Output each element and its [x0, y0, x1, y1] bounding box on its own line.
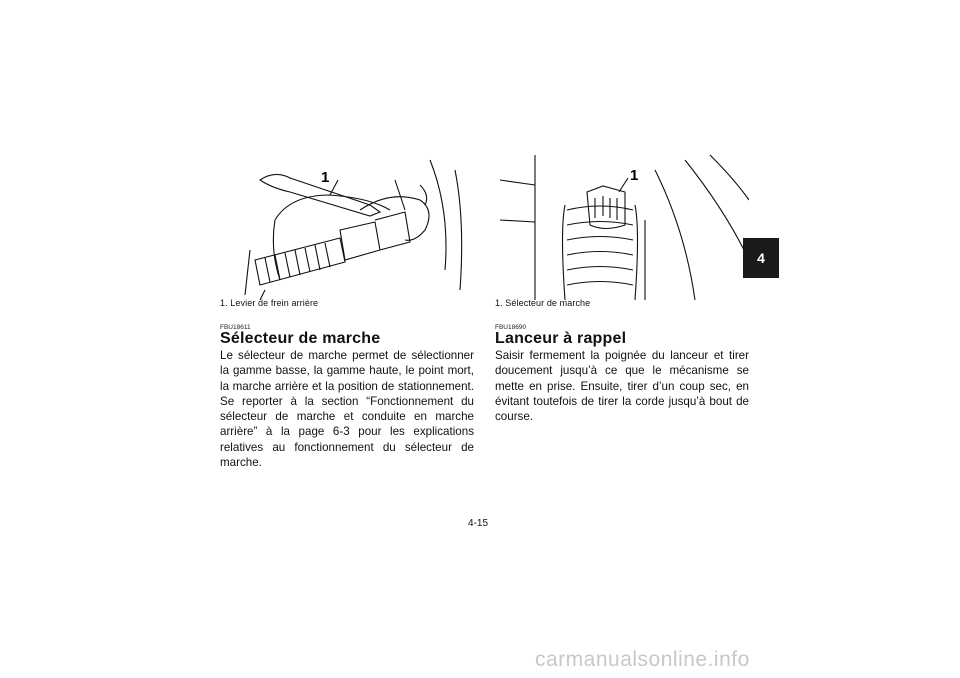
section-code: FBU18611	[220, 324, 251, 331]
section-heading: Sélecteur de marche	[220, 330, 381, 347]
section-body: Le sélecteur de marche permet de sélectionner la gamme basse, la gamme haute, le point mort, la marche arrière et la position de stationnement. Se reporter à la section “Fonctionnement du sélecteur de marche et conduite en marche arrière” à la page 6-3 pour les explications relatives au fonctionnement du sélecteur de marche.	[220, 349, 474, 470]
right-column	[495, 0, 749, 678]
page-number: 4-15	[468, 518, 489, 529]
figure-callout: 1	[321, 169, 330, 186]
brake-lever-drawing	[220, 150, 474, 300]
figure-callout: 1	[630, 167, 639, 184]
figure-caption: 1. Levier de frein arrière	[220, 298, 319, 308]
chapter-tab: 4	[743, 238, 779, 278]
section-code: FBU18690	[495, 324, 527, 331]
section-heading: Lanceur à rappel	[495, 330, 627, 347]
figure-caption: 1. Sélecteur de marche	[495, 298, 591, 308]
watermark: carmanualsonline.info	[535, 648, 750, 671]
section-body: Saisir fermement la poignée du lanceur et tirer doucement jusqu’à ce que le mécanisme se mette en prise. Ensuite, tirer d’un coup sec, en évitant toutefois de tirer la corde jusqu’à bout de course.	[495, 349, 749, 424]
left-column	[220, 0, 474, 678]
brake-lever-illustration	[220, 150, 474, 300]
gear-selector-illustration	[495, 150, 749, 300]
gear-selector-drawing	[495, 150, 749, 300]
